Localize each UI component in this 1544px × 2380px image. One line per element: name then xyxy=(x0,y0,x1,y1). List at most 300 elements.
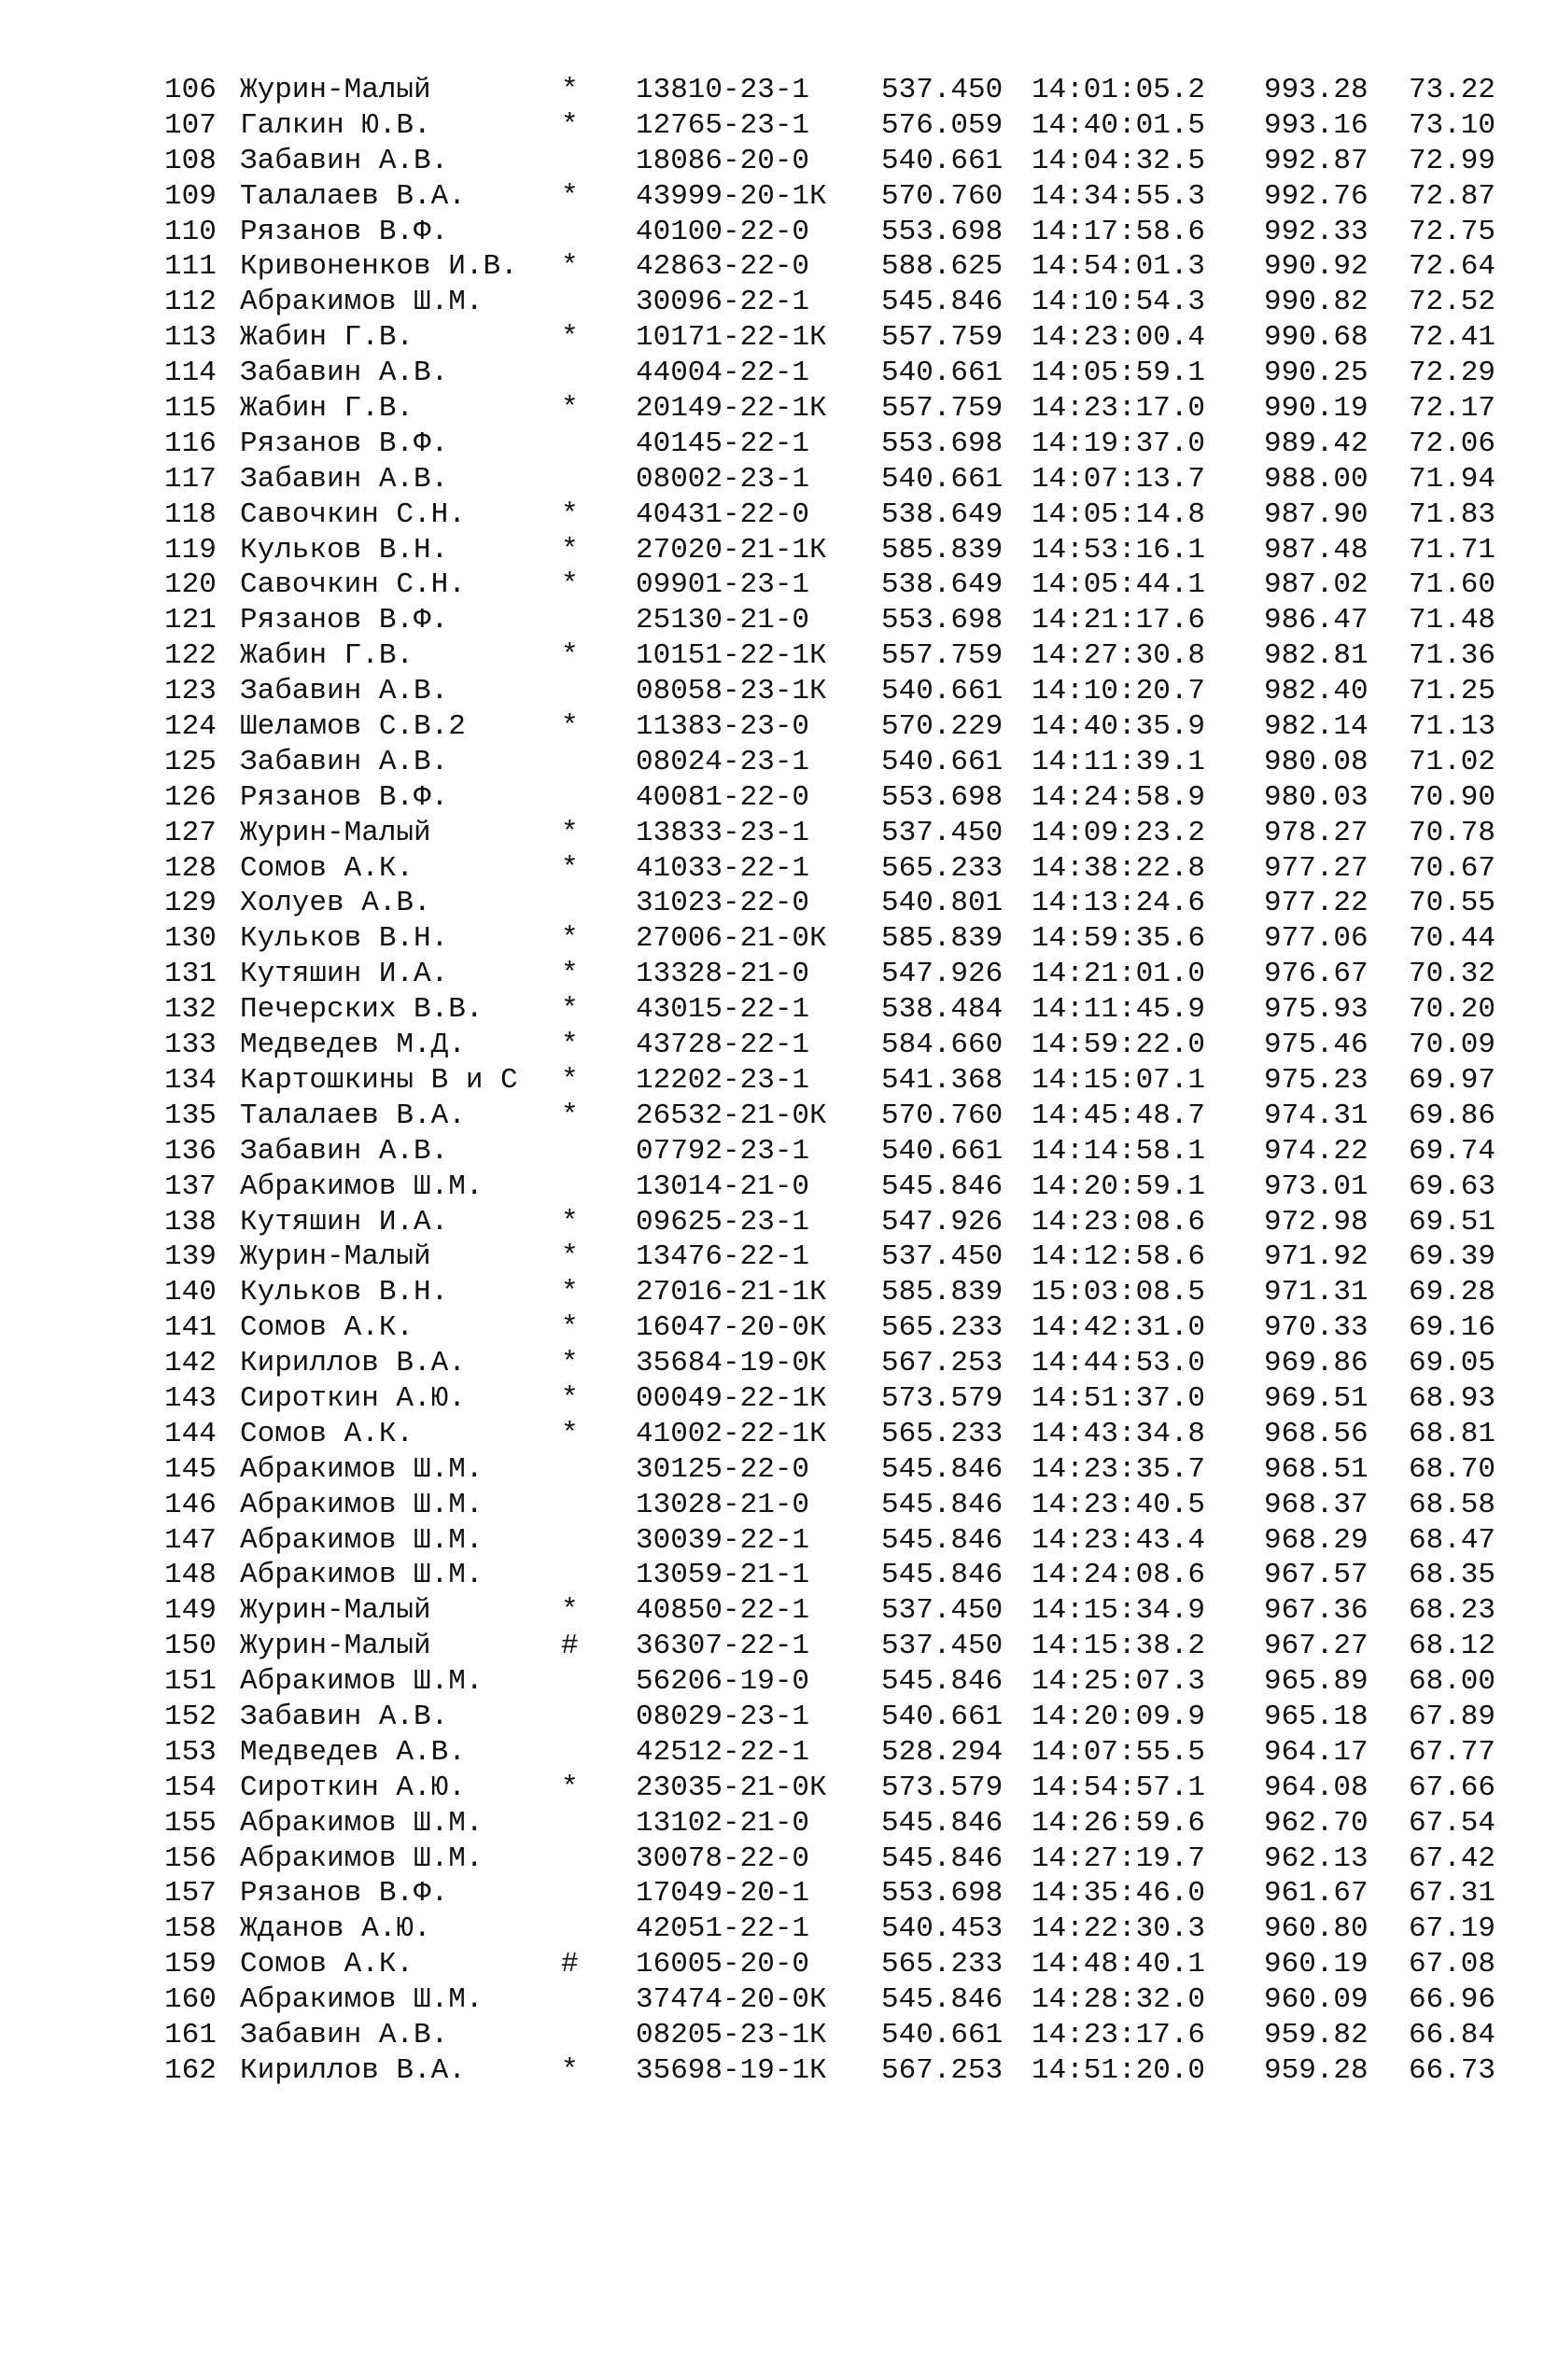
score-cell: 72.41 xyxy=(1409,321,1496,355)
fancier-name-cell: Журин-Малый xyxy=(240,1630,431,1663)
speed-cell: 987.02 xyxy=(1264,568,1369,602)
speed-cell: 977.27 xyxy=(1264,851,1369,885)
speed-cell: 962.70 xyxy=(1264,1806,1369,1840)
place-cell: 107 xyxy=(164,108,217,142)
mark-cell: * xyxy=(561,1276,579,1309)
mark-cell: * xyxy=(561,639,579,673)
fancier-name-cell: Забавин А.В. xyxy=(240,1700,449,1733)
table-row xyxy=(164,2018,1496,2053)
table-row xyxy=(164,1700,1496,1735)
arrival-time-cell: 14:07:55.5 xyxy=(1032,1735,1206,1769)
mark-cell: * xyxy=(561,1311,579,1345)
distance-cell: 537.450 xyxy=(881,74,1004,106)
fancier-name-cell: Абракимов Ш.М. xyxy=(240,1488,484,1521)
arrival-time-cell: 14:23:40.5 xyxy=(1032,1488,1206,1521)
score-cell: 70.20 xyxy=(1409,993,1496,1027)
speed-cell: 972.98 xyxy=(1264,1205,1369,1239)
place-cell: 119 xyxy=(164,533,217,567)
place-cell: 137 xyxy=(164,1169,217,1203)
mark-cell: * xyxy=(561,392,579,426)
place-cell: 124 xyxy=(164,710,217,744)
score-cell: 68.00 xyxy=(1409,1665,1496,1699)
speed-cell: 975.46 xyxy=(1264,1029,1369,1062)
table-row xyxy=(164,1346,1496,1381)
speed-cell: 965.18 xyxy=(1264,1700,1369,1733)
distance-cell: 585.839 xyxy=(881,922,1004,956)
score-cell: 66.96 xyxy=(1409,1983,1496,2017)
distance-cell: 540.661 xyxy=(881,2018,1004,2051)
table-row xyxy=(164,285,1496,320)
distance-cell: 545.846 xyxy=(881,1488,1004,1521)
distance-cell: 570.229 xyxy=(881,710,1004,744)
place-cell: 150 xyxy=(164,1630,217,1663)
speed-cell: 965.89 xyxy=(1264,1665,1369,1699)
fancier-name-cell: Рязанов В.Ф. xyxy=(240,604,449,637)
distance-cell: 540.661 xyxy=(881,1134,1004,1168)
ring-number-cell: 42863-22-0 xyxy=(636,250,810,284)
fancier-name-cell: Забавин А.В. xyxy=(240,1134,449,1168)
score-cell: 68.23 xyxy=(1409,1594,1496,1628)
speed-cell: 987.48 xyxy=(1264,533,1369,567)
ring-number-cell: 30096-22-1 xyxy=(636,286,810,319)
distance-cell: 567.253 xyxy=(881,2053,1004,2087)
place-cell: 106 xyxy=(164,74,217,106)
fancier-name-cell: Забавин А.В. xyxy=(240,675,449,708)
speed-cell: 962.13 xyxy=(1264,1841,1369,1875)
ring-number-cell: 41033-22-1 xyxy=(636,851,810,885)
arrival-time-cell: 14:42:31.0 xyxy=(1032,1311,1206,1345)
table-row xyxy=(164,1735,1496,1771)
fancier-name-cell: Картошкины В и С xyxy=(240,1063,518,1097)
arrival-time-cell: 14:05:44.1 xyxy=(1032,568,1206,602)
speed-cell: 989.42 xyxy=(1264,427,1369,460)
arrival-time-cell: 14:26:59.6 xyxy=(1032,1806,1206,1840)
score-cell: 71.71 xyxy=(1409,533,1496,567)
table-row xyxy=(164,1947,1496,1982)
arrival-time-cell: 14:11:45.9 xyxy=(1032,993,1206,1027)
table-row xyxy=(164,1134,1496,1169)
table-row xyxy=(164,816,1496,851)
table-row xyxy=(164,709,1496,745)
ring-number-cell: 30125-22-0 xyxy=(636,1452,810,1486)
score-cell: 67.54 xyxy=(1409,1806,1496,1840)
distance-cell: 540.661 xyxy=(881,462,1004,496)
mark-cell: * xyxy=(561,321,579,355)
place-cell: 123 xyxy=(164,675,217,708)
table-row xyxy=(164,320,1496,356)
arrival-time-cell: 14:07:13.7 xyxy=(1032,462,1206,496)
table-row xyxy=(164,1488,1496,1523)
speed-cell: 964.08 xyxy=(1264,1771,1369,1804)
fancier-name-cell: Талалаев В.А. xyxy=(240,179,466,213)
place-cell: 135 xyxy=(164,1099,217,1132)
arrival-time-cell: 14:14:58.1 xyxy=(1032,1134,1206,1168)
ring-number-cell: 43999-20-1К xyxy=(636,179,827,213)
table-row xyxy=(164,1982,1496,2018)
place-cell: 127 xyxy=(164,816,217,849)
speed-cell: 993.16 xyxy=(1264,108,1369,142)
arrival-time-cell: 14:23:17.6 xyxy=(1032,2018,1206,2051)
table-row xyxy=(164,427,1496,462)
score-cell: 73.10 xyxy=(1409,108,1496,142)
place-cell: 112 xyxy=(164,286,217,319)
speed-cell: 968.29 xyxy=(1264,1523,1369,1557)
distance-cell: 573.579 xyxy=(881,1771,1004,1804)
place-cell: 136 xyxy=(164,1134,217,1168)
table-row xyxy=(164,1558,1496,1593)
ring-number-cell: 13059-21-1 xyxy=(636,1559,810,1592)
distance-cell: 540.453 xyxy=(881,1912,1004,1946)
speed-cell: 982.81 xyxy=(1264,639,1369,673)
place-cell: 158 xyxy=(164,1912,217,1946)
distance-cell: 576.059 xyxy=(881,108,1004,142)
speed-cell: 961.67 xyxy=(1264,1877,1369,1911)
table-row xyxy=(164,886,1496,921)
arrival-time-cell: 14:23:08.6 xyxy=(1032,1205,1206,1239)
fancier-name-cell: Кривоненков И.В. xyxy=(240,250,518,284)
mark-cell: * xyxy=(561,1029,579,1062)
score-cell: 71.13 xyxy=(1409,710,1496,744)
distance-cell: 538.649 xyxy=(881,568,1004,602)
place-cell: 130 xyxy=(164,922,217,956)
table-row xyxy=(164,1911,1496,1947)
ring-number-cell: 40145-22-1 xyxy=(636,427,810,460)
place-cell: 143 xyxy=(164,1381,217,1415)
fancier-name-cell: Шеламов С.В.2 xyxy=(240,710,466,744)
place-cell: 128 xyxy=(164,851,217,885)
table-row xyxy=(164,179,1496,215)
arrival-time-cell: 14:54:57.1 xyxy=(1032,1771,1206,1804)
speed-cell: 971.31 xyxy=(1264,1276,1369,1309)
ring-number-cell: 35684-19-0К xyxy=(636,1347,827,1380)
table-row xyxy=(164,1028,1496,1063)
distance-cell: 553.698 xyxy=(881,604,1004,637)
ring-number-cell: 40431-22-0 xyxy=(636,497,810,531)
score-cell: 71.83 xyxy=(1409,497,1496,531)
table-row xyxy=(164,391,1496,427)
ring-number-cell: 08024-23-1 xyxy=(636,745,810,778)
ring-number-cell: 41002-22-1К xyxy=(636,1417,827,1450)
table-row xyxy=(164,462,1496,497)
distance-cell: 584.660 xyxy=(881,1029,1004,1062)
arrival-time-cell: 14:51:20.0 xyxy=(1032,2053,1206,2087)
fancier-name-cell: Сироткин А.Ю. xyxy=(240,1771,466,1804)
score-cell: 66.73 xyxy=(1409,2053,1496,2087)
table-row xyxy=(164,1664,1496,1700)
table-row xyxy=(164,638,1496,674)
table-row xyxy=(164,215,1496,250)
arrival-time-cell: 14:05:59.1 xyxy=(1032,357,1206,390)
distance-cell: 573.579 xyxy=(881,1381,1004,1415)
score-cell: 69.97 xyxy=(1409,1063,1496,1097)
score-cell: 68.58 xyxy=(1409,1488,1496,1521)
speed-cell: 990.25 xyxy=(1264,357,1369,390)
distance-cell: 557.759 xyxy=(881,321,1004,355)
speed-cell: 988.00 xyxy=(1264,462,1369,496)
mark-cell: * xyxy=(561,710,579,744)
arrival-time-cell: 14:27:30.8 xyxy=(1032,639,1206,673)
ring-number-cell: 26532-21-0К xyxy=(636,1099,827,1132)
ring-number-cell: 40081-22-0 xyxy=(636,780,810,814)
ring-number-cell: 08002-23-1 xyxy=(636,462,810,496)
distance-cell: 540.661 xyxy=(881,745,1004,778)
fancier-name-cell: Журин-Малый xyxy=(240,1594,431,1628)
score-cell: 71.25 xyxy=(1409,675,1496,708)
speed-cell: 993.28 xyxy=(1264,74,1369,106)
table-row xyxy=(164,1629,1496,1664)
place-cell: 129 xyxy=(164,887,217,920)
distance-cell: 538.484 xyxy=(881,993,1004,1027)
distance-cell: 540.661 xyxy=(881,1700,1004,1733)
fancier-name-cell: Абракимов Ш.М. xyxy=(240,1523,484,1557)
ring-number-cell: 00049-22-1К xyxy=(636,1381,827,1415)
speed-cell: 967.36 xyxy=(1264,1594,1369,1628)
score-cell: 70.55 xyxy=(1409,887,1496,920)
speed-cell: 967.57 xyxy=(1264,1559,1369,1592)
ring-number-cell: 07792-23-1 xyxy=(636,1134,810,1168)
score-cell: 72.99 xyxy=(1409,144,1496,177)
distance-cell: 537.450 xyxy=(881,1594,1004,1628)
score-cell: 69.05 xyxy=(1409,1347,1496,1380)
place-cell: 116 xyxy=(164,427,217,460)
score-cell: 72.64 xyxy=(1409,250,1496,284)
fancier-name-cell: Кульков В.Н. xyxy=(240,1276,449,1309)
fancier-name-cell: Абракимов Ш.М. xyxy=(240,1169,484,1203)
ring-number-cell: 09625-23-1 xyxy=(636,1205,810,1239)
speed-cell: 982.14 xyxy=(1264,710,1369,744)
results-table xyxy=(164,73,1496,2089)
place-cell: 115 xyxy=(164,392,217,426)
table-row xyxy=(164,603,1496,638)
fancier-name-cell: Абракимов Ш.М. xyxy=(240,1806,484,1840)
ring-number-cell: 37474-20-0К xyxy=(636,1983,827,2017)
fancier-name-cell: Абракимов Ш.М. xyxy=(240,1665,484,1699)
distance-cell: 537.450 xyxy=(881,1240,1004,1274)
arrival-time-cell: 14:13:24.6 xyxy=(1032,887,1206,920)
place-cell: 148 xyxy=(164,1559,217,1592)
mark-cell: * xyxy=(561,2053,579,2087)
score-cell: 67.31 xyxy=(1409,1877,1496,1911)
score-cell: 70.32 xyxy=(1409,958,1496,991)
distance-cell: 545.846 xyxy=(881,1665,1004,1699)
speed-cell: 968.51 xyxy=(1264,1452,1369,1486)
mark-cell: * xyxy=(561,1205,579,1239)
arrival-time-cell: 14:10:20.7 xyxy=(1032,675,1206,708)
mark-cell: * xyxy=(561,497,579,531)
arrival-time-cell: 14:05:14.8 xyxy=(1032,497,1206,531)
score-cell: 68.35 xyxy=(1409,1559,1496,1592)
mark-cell: * xyxy=(561,1594,579,1628)
ring-number-cell: 20149-22-1К xyxy=(636,392,827,426)
mark-cell: # xyxy=(561,1630,579,1663)
table-row xyxy=(164,1381,1496,1417)
place-cell: 121 xyxy=(164,604,217,637)
score-cell: 70.78 xyxy=(1409,816,1496,849)
distance-cell: 545.846 xyxy=(881,286,1004,319)
mark-cell: * xyxy=(561,993,579,1027)
ring-number-cell: 16005-20-0 xyxy=(636,1948,810,1981)
fancier-name-cell: Абракимов Ш.М. xyxy=(240,1841,484,1875)
ring-number-cell: 40850-22-1 xyxy=(636,1594,810,1628)
arrival-time-cell: 14:35:46.0 xyxy=(1032,1877,1206,1911)
fancier-name-cell: Рязанов В.Ф. xyxy=(240,1877,449,1911)
table-row xyxy=(164,745,1496,780)
speed-cell: 980.08 xyxy=(1264,745,1369,778)
distance-cell: 557.759 xyxy=(881,639,1004,673)
arrival-time-cell: 14:34:55.3 xyxy=(1032,179,1206,213)
table-row xyxy=(164,851,1496,887)
score-cell: 67.08 xyxy=(1409,1948,1496,1981)
fancier-name-cell: Медведев А.В. xyxy=(240,1735,466,1769)
distance-cell: 565.233 xyxy=(881,1948,1004,1981)
place-cell: 131 xyxy=(164,958,217,991)
arrival-time-cell: 15:03:08.5 xyxy=(1032,1276,1206,1309)
score-cell: 72.52 xyxy=(1409,286,1496,319)
speed-cell: 976.67 xyxy=(1264,958,1369,991)
score-cell: 71.48 xyxy=(1409,604,1496,637)
fancier-name-cell: Абракимов Ш.М. xyxy=(240,1452,484,1486)
ring-number-cell: 30078-22-0 xyxy=(636,1841,810,1875)
distance-cell: 570.760 xyxy=(881,179,1004,213)
speed-cell: 960.09 xyxy=(1264,1983,1369,2017)
arrival-time-cell: 14:15:38.2 xyxy=(1032,1630,1206,1663)
mark-cell: * xyxy=(561,1240,579,1274)
ring-number-cell: 25130-21-0 xyxy=(636,604,810,637)
distance-cell: 553.698 xyxy=(881,427,1004,460)
arrival-time-cell: 14:20:59.1 xyxy=(1032,1169,1206,1203)
distance-cell: 528.294 xyxy=(881,1735,1004,1769)
place-cell: 120 xyxy=(164,568,217,602)
distance-cell: 545.846 xyxy=(881,1452,1004,1486)
score-cell: 72.75 xyxy=(1409,215,1496,248)
ring-number-cell: 42051-22-1 xyxy=(636,1912,810,1946)
score-cell: 67.77 xyxy=(1409,1735,1496,1769)
place-cell: 157 xyxy=(164,1877,217,1911)
distance-cell: 540.661 xyxy=(881,675,1004,708)
arrival-time-cell: 14:15:34.9 xyxy=(1032,1594,1206,1628)
arrival-time-cell: 14:19:37.0 xyxy=(1032,427,1206,460)
speed-cell: 992.87 xyxy=(1264,144,1369,177)
ring-number-cell: 56206-19-0 xyxy=(636,1665,810,1699)
fancier-name-cell: Кульков В.Н. xyxy=(240,533,449,567)
speed-cell: 967.27 xyxy=(1264,1630,1369,1663)
score-cell: 69.16 xyxy=(1409,1311,1496,1345)
place-cell: 138 xyxy=(164,1205,217,1239)
arrival-time-cell: 14:51:37.0 xyxy=(1032,1381,1206,1415)
fancier-name-cell: Медведев М.Д. xyxy=(240,1029,466,1062)
score-cell: 68.81 xyxy=(1409,1417,1496,1450)
place-cell: 122 xyxy=(164,639,217,673)
score-cell: 69.39 xyxy=(1409,1240,1496,1274)
score-cell: 67.42 xyxy=(1409,1841,1496,1875)
distance-cell: 570.760 xyxy=(881,1099,1004,1132)
arrival-time-cell: 14:15:07.1 xyxy=(1032,1063,1206,1097)
ring-number-cell: 16047-20-0К xyxy=(636,1311,827,1345)
table-row xyxy=(164,1275,1496,1310)
speed-cell: 971.92 xyxy=(1264,1240,1369,1274)
fancier-name-cell: Абракимов Ш.М. xyxy=(240,1559,484,1592)
distance-cell: 547.926 xyxy=(881,1205,1004,1239)
place-cell: 126 xyxy=(164,780,217,814)
distance-cell: 565.233 xyxy=(881,1417,1004,1450)
ring-number-cell: 18086-20-0 xyxy=(636,144,810,177)
fancier-name-cell: Забавин А.В. xyxy=(240,745,449,778)
ring-number-cell: 13102-21-0 xyxy=(636,1806,810,1840)
place-cell: 144 xyxy=(164,1417,217,1450)
mark-cell: * xyxy=(561,1063,579,1097)
distance-cell: 567.253 xyxy=(881,1347,1004,1380)
speed-cell: 992.33 xyxy=(1264,215,1369,248)
fancier-name-cell: Журин-Малый xyxy=(240,816,431,849)
table-row xyxy=(164,780,1496,816)
distance-cell: 553.698 xyxy=(881,780,1004,814)
table-row xyxy=(164,108,1496,144)
table-row xyxy=(164,356,1496,391)
score-cell: 70.09 xyxy=(1409,1029,1496,1062)
table-row xyxy=(164,567,1496,603)
fancier-name-cell: Сомов А.К. xyxy=(240,1311,414,1345)
mark-cell: * xyxy=(561,922,579,956)
distance-cell: 588.625 xyxy=(881,250,1004,284)
speed-cell: 986.47 xyxy=(1264,604,1369,637)
mark-cell: * xyxy=(561,1099,579,1132)
arrival-time-cell: 14:24:58.9 xyxy=(1032,780,1206,814)
score-cell: 70.67 xyxy=(1409,851,1496,885)
speed-cell: 968.56 xyxy=(1264,1417,1369,1450)
speed-cell: 960.80 xyxy=(1264,1912,1369,1946)
fancier-name-cell: Рязанов В.Ф. xyxy=(240,215,449,248)
place-cell: 151 xyxy=(164,1665,217,1699)
ring-number-cell: 43728-22-1 xyxy=(636,1029,810,1062)
mark-cell: * xyxy=(561,179,579,213)
speed-cell: 975.93 xyxy=(1264,993,1369,1027)
mark-cell: * xyxy=(561,1381,579,1415)
arrival-time-cell: 14:23:00.4 xyxy=(1032,321,1206,355)
fancier-name-cell: Кириллов В.А. xyxy=(240,1347,466,1380)
fancier-name-cell: Жабин Г.В. xyxy=(240,321,414,355)
place-cell: 152 xyxy=(164,1700,217,1733)
ring-number-cell: 44004-22-1 xyxy=(636,357,810,390)
score-cell: 71.94 xyxy=(1409,462,1496,496)
fancier-name-cell: Кульков В.Н. xyxy=(240,922,449,956)
fancier-name-cell: Жданов А.Ю. xyxy=(240,1912,431,1946)
distance-cell: 538.649 xyxy=(881,497,1004,531)
place-cell: 111 xyxy=(164,250,217,284)
distance-cell: 540.661 xyxy=(881,144,1004,177)
arrival-time-cell: 14:11:39.1 xyxy=(1032,745,1206,778)
table-row xyxy=(164,1239,1496,1275)
distance-cell: 545.846 xyxy=(881,1169,1004,1203)
speed-cell: 975.23 xyxy=(1264,1063,1369,1097)
mark-cell: * xyxy=(561,250,579,284)
arrival-time-cell: 14:23:35.7 xyxy=(1032,1452,1206,1486)
arrival-time-cell: 14:17:58.6 xyxy=(1032,215,1206,248)
ring-number-cell: 17049-20-1 xyxy=(636,1877,810,1911)
place-cell: 145 xyxy=(164,1452,217,1486)
table-row xyxy=(164,921,1496,957)
fancier-name-cell: Кириллов В.А. xyxy=(240,2053,466,2087)
arrival-time-cell: 14:40:01.5 xyxy=(1032,108,1206,142)
distance-cell: 545.846 xyxy=(881,1559,1004,1592)
table-row xyxy=(164,144,1496,179)
arrival-time-cell: 14:10:54.3 xyxy=(1032,286,1206,319)
distance-cell: 585.839 xyxy=(881,533,1004,567)
arrival-time-cell: 14:27:19.7 xyxy=(1032,1841,1206,1875)
table-row xyxy=(164,1417,1496,1452)
score-cell: 67.89 xyxy=(1409,1700,1496,1733)
table-row xyxy=(164,957,1496,992)
score-cell: 71.60 xyxy=(1409,568,1496,602)
